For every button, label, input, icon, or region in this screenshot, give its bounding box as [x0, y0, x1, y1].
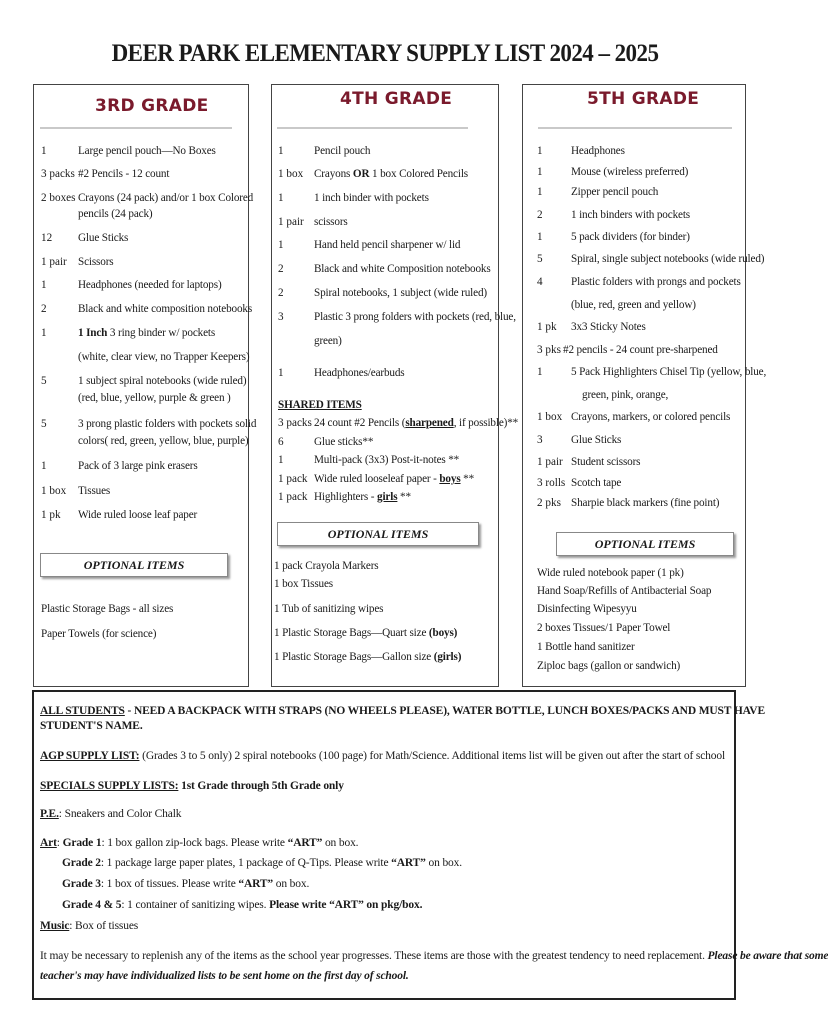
art-text: : 1 container of sanitizing wipes. [121, 899, 270, 911]
art-grade: Grade 2 [62, 857, 101, 869]
item-text: Pencil pouch [314, 145, 371, 157]
item-qty: 1 pair [537, 456, 563, 468]
closing-text: It may be necessary to replenish any of the items as the school year progresses. These items are those with the greatest tendency to need replacement. [40, 950, 708, 962]
shared-pre: Highlighters - [314, 491, 378, 503]
item-qty: 3 rolls [537, 477, 566, 489]
item-text: Plastic folders with prongs and pockets [571, 276, 741, 288]
shared-qty: 1 pack [278, 473, 308, 485]
item-text: 3 prong plastic folders with pockets solid [78, 418, 257, 430]
item-text: Student scissors [571, 456, 641, 468]
art-after: on box. [425, 857, 462, 869]
shared-text [314, 417, 518, 430]
item-qty: 1 box [41, 485, 67, 497]
grade3-heading: 3RD GRADE [95, 96, 209, 116]
shared-qty: 1 pack [278, 491, 308, 503]
pe-text: : Sneakers and Color Chalk [58, 808, 182, 820]
item-text: #2 Pencils - 12 count [78, 168, 170, 180]
shared-pre: 24 count #2 Pencils ( [314, 417, 406, 429]
item-qty: 3 [537, 434, 543, 446]
boys-label: (boys) [428, 627, 458, 639]
item-text: Pack of 3 large pink erasers [78, 460, 198, 472]
optional-item [274, 627, 457, 640]
item-text: Zipper pencil pouch [571, 186, 659, 198]
shared-qty: 3 packs [278, 417, 312, 429]
optional-item [274, 651, 461, 664]
item-text: Headphones [571, 145, 625, 157]
item-text-cont: (red, blue, yellow, purple & green ) [78, 392, 231, 404]
item-qty: 1 [41, 327, 47, 339]
boys-text: boys [439, 473, 461, 485]
item-text-cont: (blue, red, green and yellow) [571, 299, 696, 311]
shared-post: ** [460, 473, 475, 485]
agp-line [40, 750, 725, 762]
art-grade: Grade 4 & 5 [62, 899, 122, 911]
item-text: 1 subject spiral notebooks (wide ruled) [78, 375, 247, 387]
gallon-bags-text: 1 Plastic Storage Bags—Gallon size [274, 651, 434, 663]
item-qty: 2 boxes [41, 192, 76, 204]
art-grade: Grade 1 [62, 837, 102, 849]
item-text: 5 Pack Highlighters Chisel Tip (yellow, blue, [571, 366, 767, 378]
item-qty: 5 [41, 418, 47, 430]
item-text-cont: green) [314, 335, 342, 347]
music-text: : Box of tissues [69, 920, 139, 932]
item-qty: 3 packs [41, 168, 75, 180]
optional-item: 1 Tub of sanitizing wipes [274, 603, 384, 615]
item-qty: 1 pair [278, 216, 304, 228]
grade4-optional-header: OPTIONAL ITEMS [277, 522, 479, 546]
or-text: OR [352, 168, 370, 180]
grade5-optional-header: OPTIONAL ITEMS [556, 532, 734, 556]
item-text-cont: (white, clear view, no Trapper Keepers) [78, 351, 250, 363]
closing-line-1 [40, 950, 828, 962]
item-text: Black and white composition notebooks [78, 303, 253, 315]
optional-item: Plastic Storage Bags - all sizes [41, 603, 174, 615]
item-qty: 5 [537, 253, 543, 265]
item-text-cont: colors( red, green, yellow, blue, purple) [78, 435, 249, 447]
art-bold: Please write “ART” on pkg/box. [269, 899, 423, 911]
shared-qty: 6 [278, 436, 284, 448]
shared-pre: Wide ruled looseleaf paper - [314, 473, 440, 485]
binder-size: 1 Inch [78, 327, 108, 339]
specials-text: 1st Grade through 5th Grade only [178, 780, 344, 792]
art-text: : 1 box gallon zip-lock bags. Please write [101, 837, 288, 849]
item-text: Glue Sticks [571, 434, 622, 446]
item-qty: 2 [278, 263, 284, 275]
item-text: Large pencil pouch—No Boxes [78, 145, 216, 157]
item-text: Spiral notebooks, 1 subject (wide ruled) [314, 287, 487, 299]
optional-item: 1 pack Crayola Markers [274, 560, 379, 572]
agp-label: AGP SUPPLY LIST: [40, 750, 140, 762]
shared-qty: 1 [278, 454, 284, 466]
item-qty: 1 [537, 231, 543, 243]
item-text: Black and white Composition notebooks [314, 263, 491, 275]
shared-post: ** [397, 491, 411, 503]
optional-item: Disinfecting Wipesyyu [537, 603, 637, 615]
item-text: Sharpie black markers (fine point) [571, 497, 720, 509]
crayons-text: Crayons [314, 168, 353, 180]
optional-item: Wide ruled notebook paper (1 pk) [537, 567, 684, 579]
art-bold: “ART” [391, 857, 426, 869]
art-grade: Grade 3 [62, 878, 101, 890]
optional-item: 2 boxes Tissues/1 Paper Towel [537, 622, 671, 634]
item-text-cont: pencils (24 pack) [78, 208, 153, 220]
shared-text: Multi-pack (3x3) Post-it-notes ** [314, 454, 460, 466]
item-qty: 1 pk [537, 321, 557, 333]
item-text: Scotch tape [571, 477, 622, 489]
agp-text: (Grades 3 to 5 only) 2 spiral notebooks (100 page) for Math/Science. Additional items list will be given out after the start of school [139, 750, 726, 762]
art-bold: “ART” [238, 878, 274, 890]
sharpened-text: sharpened [405, 417, 454, 429]
item-qty: 1 [537, 166, 543, 178]
shared-items-heading: SHARED ITEMS [278, 399, 362, 411]
item-text: Glue Sticks [78, 232, 129, 244]
art-after: on box. [273, 878, 310, 890]
optional-item: Hand Soap/Refills of Antibacterial Soap [537, 585, 712, 597]
girls-text: girls [377, 491, 398, 503]
grade5-divider [538, 127, 732, 129]
item-qty: 1 [41, 460, 47, 472]
item-text: Crayons, markers, or colored pencils [571, 411, 731, 423]
all-students-label: ALL STUDENTS [40, 705, 125, 717]
shared-text [314, 473, 474, 486]
grade4-divider [277, 127, 468, 129]
item-qty: 1 [537, 366, 543, 378]
item-qty: 3 [278, 311, 284, 323]
art-after: on box. [322, 837, 359, 849]
art-text: : 1 box of tissues. Please write [100, 878, 239, 890]
item-text: Headphones/earbuds [314, 367, 405, 379]
item-text-cont: green, pink, orange, [582, 389, 669, 401]
item-text: scissors [314, 216, 348, 228]
item-qty: 2 [278, 287, 284, 299]
art-label: Art [40, 837, 57, 849]
item-text: Crayons (24 pack) and/or 1 box Colored [78, 192, 254, 204]
shared-text [314, 491, 411, 504]
item-qty: 4 [537, 276, 543, 288]
item-qty: 5 [41, 375, 47, 387]
item-qty: 2 [41, 303, 47, 315]
art-colon: : [56, 837, 63, 849]
grade3-divider [40, 127, 232, 129]
girls-label: (girls) [433, 651, 462, 663]
shared-post: , if possible)** [453, 417, 519, 429]
item-text: Headphones (needed for laptops) [78, 279, 222, 291]
item-text: 1 inch binders with pockets [571, 209, 690, 221]
music-line [40, 920, 138, 932]
item-qty: 1 [537, 186, 543, 198]
item-text: 5 pack dividers (for binder) [571, 231, 690, 243]
art-line-3 [62, 878, 309, 890]
optional-item: Paper Towels (for science) [41, 628, 157, 640]
specials-line [40, 780, 344, 792]
art-line-4 [62, 899, 422, 911]
item-text: Mouse (wireless preferred) [571, 166, 689, 178]
item-qty: 1 [41, 145, 47, 157]
item-text: 3x3 Sticky Notes [571, 321, 646, 333]
pe-label: P.E. [40, 808, 59, 820]
item-qty: 1 pair [41, 256, 67, 268]
item-qty: 3 pks [537, 344, 561, 356]
quart-bags-text: 1 Plastic Storage Bags—Quart size [274, 627, 429, 639]
item-text: 1 inch binder with pockets [314, 192, 429, 204]
closing-bold: Please be aware that some [707, 950, 828, 962]
item-text: Wide ruled loose leaf paper [78, 509, 198, 521]
item-qty: 1 [278, 367, 284, 379]
item-text: Tissues [78, 485, 111, 497]
item-text [78, 327, 215, 340]
optional-item: Ziploc bags (gallon or sandwich) [537, 660, 681, 672]
item-qty: 1 box [537, 411, 563, 423]
item-qty: 1 pk [41, 509, 61, 521]
music-label: Music [40, 920, 70, 932]
closing-line-2: teacher's may have individualized lists to be sent home on the first day of school. [40, 970, 409, 982]
all-students-text: - NEED A BACKPACK WITH STRAPS (NO WHEELS PLEASE), WATER BOTTLE, LUNCH BOXES/PACKS AND MUST HAVE [124, 705, 765, 717]
item-qty: 2 pks [537, 497, 561, 509]
item-qty: 1 [278, 145, 284, 157]
art-line-2 [62, 857, 462, 869]
item-qty: 1 box [278, 168, 304, 180]
item-text: #2 pencils - 24 count pre-sharpened [563, 344, 718, 356]
page-title: DEER PARK ELEMENTARY SUPPLY LIST 2024 – 2025 [111, 40, 659, 67]
item-text: Plastic 3 prong folders with pockets (red, blue, [314, 311, 516, 323]
grade5-heading: 5TH GRADE [587, 89, 700, 109]
optional-item: 1 Bottle hand sanitizer [537, 641, 635, 653]
all-students-line2: STUDENT'S NAME. [40, 720, 143, 732]
item-qty: 1 [278, 239, 284, 251]
binder-desc: 3 ring binder w/ pockets [107, 327, 216, 339]
item-qty: 12 [41, 232, 53, 244]
item-qty: 2 [537, 209, 543, 221]
art-line-1 [40, 837, 358, 849]
grade3-optional-header: OPTIONAL ITEMS [40, 553, 228, 577]
item-text: Spiral, single subject notebooks (wide ruled) [571, 253, 765, 265]
item-text [314, 168, 468, 181]
grade4-heading: 4TH GRADE [340, 89, 453, 109]
item-qty: 1 [41, 279, 47, 291]
art-text: : 1 package large paper plates, 1 package of Q-Tips. Please write [100, 857, 392, 869]
pe-line [40, 808, 181, 820]
art-bold: “ART” [287, 837, 323, 849]
shared-text: Glue sticks** [314, 436, 374, 448]
colored-pencils-text: 1 box Colored Pencils [369, 168, 468, 180]
item-text: Hand held pencil sharpener w/ lid [314, 239, 461, 251]
all-students-line [40, 705, 765, 717]
optional-item: 1 box Tissues [274, 578, 333, 590]
specials-label: SPECIALS SUPPLY LISTS: [40, 780, 179, 792]
item-text: Scissors [78, 256, 114, 268]
item-qty: 1 [278, 192, 284, 204]
item-qty: 1 [537, 145, 543, 157]
